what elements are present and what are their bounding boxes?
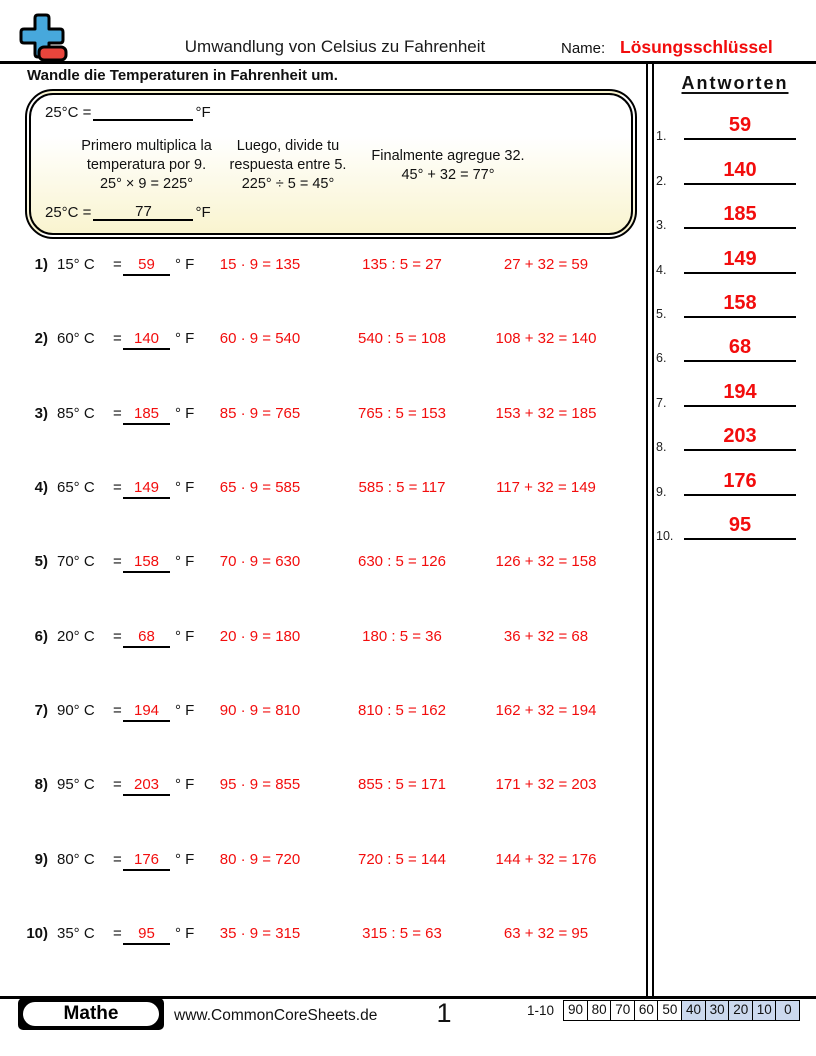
answer-item [650, 326, 816, 370]
example-steps [31, 137, 631, 199]
answer-value: 59 [138, 256, 155, 273]
work-add-step: 153 + 32 = 185 [495, 404, 597, 422]
answer-blank [123, 776, 170, 796]
answer-key-label: Lösungsschlüssel [620, 37, 773, 57]
work-divide-step: 855 : 5 = 171 [358, 776, 446, 794]
step-formula: 225° ÷ 5 = 45° [241, 176, 335, 192]
problem-row [0, 698, 646, 772]
celsius-value: 90° C [57, 702, 95, 720]
answer-blank [123, 702, 170, 722]
work-add-step: 126 + 32 = 158 [495, 553, 597, 571]
problem-row [0, 847, 646, 921]
answer-blank [123, 553, 170, 573]
work-add-step: 171 + 32 = 203 [495, 776, 597, 794]
problem-row [0, 401, 646, 475]
problem-row [0, 475, 646, 549]
equals-sign: = [113, 627, 122, 645]
score-cell: 50 [657, 1000, 682, 1021]
name-label: Name: [561, 40, 606, 57]
work-add-step: 108 + 32 = 140 [495, 330, 597, 348]
work-divide-step: 180 : 5 = 36 [362, 627, 442, 645]
problem-number: 8) [34, 776, 48, 794]
step-instruction: Luego, divide tu respuesta entre 5. [229, 138, 347, 173]
work-add-step: 27 + 32 = 59 [503, 256, 589, 273]
answer-item [650, 148, 816, 192]
example-suffix: °F [195, 104, 211, 121]
example-answer-value: 77 [135, 203, 152, 220]
answer-item-value: 203 [723, 425, 757, 448]
answer-value: 203 [133, 776, 160, 794]
answer-item-value: 149 [723, 247, 757, 270]
answer-item-line [684, 292, 796, 318]
celsius-value: 85° C [57, 404, 95, 422]
equals-sign: = [113, 479, 122, 497]
problem-row [0, 772, 646, 846]
commoncoresheets-logo [14, 12, 72, 66]
fahrenheit-unit: ° F [175, 479, 195, 497]
example-suffix: °F [195, 204, 211, 221]
celsius-value: 15° C [57, 256, 95, 273]
example-prefix: 25°C = [45, 204, 92, 221]
score-cell: 60 [634, 1000, 659, 1021]
answer-item-number: 3. [656, 218, 667, 233]
plus-minus-icon [14, 12, 72, 66]
score-cell: 70 [610, 1000, 635, 1021]
step-formula: 25° × 9 = 225° [99, 176, 194, 192]
fahrenheit-unit: ° F [175, 404, 195, 422]
problem-number: 10) [26, 925, 48, 943]
work-divide-step: 810 : 5 = 162 [358, 702, 446, 720]
work-add-step: 117 + 32 = 149 [496, 479, 596, 497]
subject-label: Mathe [23, 1002, 159, 1026]
answer-value: 95 [138, 925, 155, 943]
answer-item-number: 2. [656, 173, 667, 188]
answer-value: 158 [133, 553, 160, 571]
equals-sign: = [113, 925, 122, 943]
answer-blank [123, 330, 170, 350]
answer-item [650, 415, 816, 459]
equals-sign: = [113, 850, 122, 868]
answer-item-number: 6. [656, 351, 667, 366]
answer-item [650, 504, 816, 548]
answer-item-number: 7. [656, 395, 667, 410]
example-answer-blank [93, 203, 193, 221]
celsius-value: 70° C [57, 553, 95, 571]
website-text: www.CommonCoreSheets.de [174, 1007, 378, 1024]
work-multiply-step: 90 · 9 = 810 [219, 702, 301, 720]
work-divide-step: 540 : 5 = 108 [358, 330, 446, 348]
step-instruction: Finalmente agregue 32. [371, 148, 525, 164]
work-multiply-step: 80 · 9 = 720 [219, 850, 301, 868]
score-cell: 10 [752, 1000, 777, 1021]
score-cell: 40 [681, 1000, 706, 1021]
answer-item [650, 104, 816, 148]
example-solution [45, 203, 211, 221]
work-add-step: 36 + 32 = 68 [503, 627, 589, 645]
celsius-value: 35° C [57, 925, 95, 943]
fahrenheit-unit: ° F [175, 627, 195, 645]
answer-blank [123, 256, 170, 276]
answer-item-number: 9. [656, 484, 667, 499]
answer-item-number: 1. [656, 129, 667, 144]
answer-item-line [684, 203, 796, 229]
answer-item-value: 59 [728, 114, 752, 137]
work-multiply-step: 15 · 9 = 135 [219, 256, 301, 273]
fahrenheit-unit: ° F [175, 702, 195, 720]
answer-item [650, 459, 816, 503]
step-instruction: Primero multiplica la temperatura por 9. [81, 138, 212, 173]
problem-row [0, 624, 646, 698]
header-divider [0, 61, 816, 64]
score-strip [563, 1000, 800, 1021]
answer-blank [123, 405, 170, 425]
example-prefix: 25°C = [45, 104, 92, 121]
answer-item-value: 158 [723, 291, 757, 314]
celsius-value: 65° C [57, 479, 95, 497]
answer-value: 68 [138, 627, 155, 645]
answer-value: 185 [133, 404, 160, 422]
answer-item-line [684, 425, 796, 451]
problem-row [0, 252, 646, 326]
problem-row [0, 549, 646, 623]
score-range-label: 1-10 [527, 1003, 555, 1018]
answer-item-value: 176 [723, 469, 757, 492]
work-add-step: 162 + 32 = 194 [495, 702, 597, 720]
work-divide-step: 630 : 5 = 126 [358, 553, 446, 571]
answers-list [650, 104, 816, 548]
score-cell: 90 [563, 1000, 588, 1021]
work-multiply-step: 70 · 9 = 630 [219, 553, 301, 571]
fahrenheit-unit: ° F [175, 256, 195, 273]
problem-row [0, 326, 646, 400]
answer-item-line [684, 248, 796, 274]
problem-number: 9) [34, 850, 48, 868]
answer-item [650, 193, 816, 237]
answer-value: 194 [133, 702, 160, 720]
work-divide-step: 765 : 5 = 153 [358, 404, 446, 422]
work-multiply-step: 95 · 9 = 855 [219, 776, 301, 794]
work-multiply-step: 65 · 9 = 585 [219, 479, 301, 497]
answer-item-line [684, 336, 796, 362]
answer-item-line [684, 381, 796, 407]
equals-sign: = [113, 256, 122, 273]
answer-item-value: 185 [723, 203, 757, 226]
problem-number: 1) [34, 256, 48, 273]
work-divide-step: 135 : 5 = 27 [362, 256, 442, 273]
problem-row [0, 921, 646, 995]
problems-list [0, 252, 646, 995]
answer-value: 140 [133, 330, 160, 348]
work-multiply-step: 35 · 9 = 315 [219, 925, 301, 943]
work-add-step: 144 + 32 = 176 [495, 850, 597, 868]
celsius-value: 20° C [57, 627, 95, 645]
step-formula: 45° + 32 = 77° [401, 167, 495, 183]
answer-blank [123, 925, 170, 945]
score-cell: 20 [728, 1000, 753, 1021]
answer-item-number: 4. [656, 262, 667, 277]
answer-item [650, 237, 816, 281]
answer-value: 149 [133, 479, 160, 497]
answer-item-number: 8. [656, 440, 667, 455]
problem-number: 7) [34, 702, 48, 720]
equals-sign: = [113, 702, 122, 720]
answer-item-value: 140 [723, 158, 757, 181]
score-cell: 80 [587, 1000, 612, 1021]
score-cell: 30 [705, 1000, 730, 1021]
answer-item-line [684, 159, 796, 185]
celsius-value: 60° C [57, 330, 95, 348]
work-divide-step: 720 : 5 = 144 [358, 850, 446, 868]
celsius-value: 80° C [57, 850, 95, 868]
equals-sign: = [113, 330, 122, 348]
answers-heading: Antworten [681, 73, 789, 93]
answer-blank [123, 851, 170, 871]
work-divide-step: 315 : 5 = 63 [362, 925, 442, 943]
answer-item [650, 282, 816, 326]
celsius-value: 95° C [57, 776, 95, 794]
answer-item-number: 10. [656, 528, 674, 543]
answer-item-line [684, 114, 796, 140]
equals-sign: = [113, 404, 122, 422]
example-question [45, 103, 211, 121]
answer-item-value: 194 [723, 380, 757, 403]
problem-number: 6) [34, 627, 48, 645]
subject-badge [18, 998, 164, 1030]
score-cell: 0 [775, 1000, 800, 1021]
answer-item-line [684, 470, 796, 496]
work-multiply-step: 60 · 9 = 540 [219, 330, 301, 348]
answer-item-value: 95 [728, 513, 752, 536]
example-box [25, 89, 637, 239]
equals-sign: = [113, 776, 122, 794]
answer-blank [123, 628, 170, 648]
page-number: 1 [436, 998, 452, 1028]
work-multiply-step: 85 · 9 = 765 [219, 404, 301, 422]
problem-number: 5) [34, 553, 48, 571]
example-blank [93, 103, 193, 121]
example-step [333, 147, 563, 185]
answer-item-line [684, 514, 796, 540]
answer-item-value: 68 [728, 336, 752, 359]
answer-value: 176 [133, 850, 160, 868]
answer-item-number: 5. [656, 306, 667, 321]
fahrenheit-unit: ° F [175, 850, 195, 868]
answer-item [650, 370, 816, 414]
page-title: Umwandlung von Celsius zu Fahrenheit [184, 37, 486, 56]
problem-number: 2) [34, 330, 48, 348]
equals-sign: = [113, 553, 122, 571]
fahrenheit-unit: ° F [175, 553, 195, 571]
work-multiply-step: 20 · 9 = 180 [219, 627, 301, 645]
fahrenheit-unit: ° F [175, 925, 195, 943]
work-add-step: 63 + 32 = 95 [503, 925, 589, 943]
work-divide-step: 585 : 5 = 117 [358, 479, 446, 497]
fahrenheit-unit: ° F [175, 330, 195, 348]
fahrenheit-unit: ° F [175, 776, 195, 794]
worksheet-instruction: Wandle die Temperaturen in Fahrenheit um. [27, 67, 338, 84]
problem-number: 4) [34, 479, 48, 497]
problem-number: 3) [34, 404, 48, 422]
answer-blank [123, 479, 170, 499]
